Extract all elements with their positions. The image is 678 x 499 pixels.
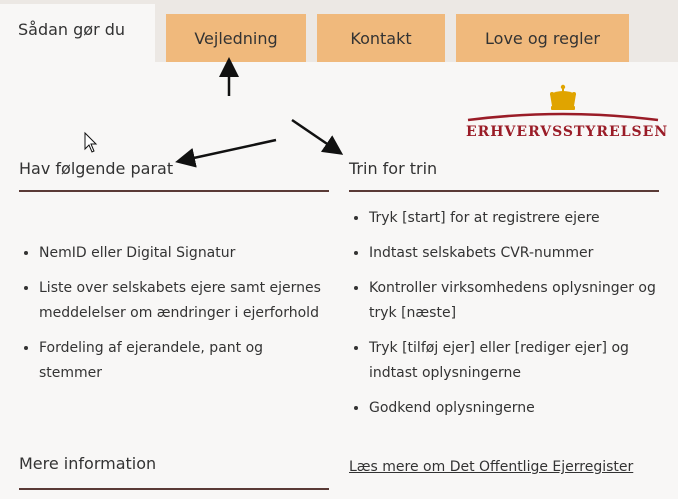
- list-item: • Tryk [start] for at registrere ejere: [369, 206, 659, 231]
- tab-kontakt[interactable]: Kontakt: [317, 14, 445, 62]
- list-item: • Indtast selskabets CVR-nummer: [369, 241, 659, 266]
- list-item: • Tryk [tilføj ejer] eller [rediger ejer] og indtast oplysningerne: [369, 336, 659, 386]
- list-item: • NemID eller Digital Signatur: [39, 241, 329, 266]
- erhvervsstyrelsen-logo: [466, 80, 669, 150]
- tab-sadan-gor-du[interactable]: Sådan gør du: [0, 4, 155, 62]
- list-item: • Kontroller virksomhedens oplysninger og tryk [næste]: [369, 276, 659, 326]
- tab-vejledning[interactable]: Vejledning: [166, 14, 306, 62]
- logo-wordmark: ERHVERVSSTYRELSEN: [466, 124, 669, 140]
- requirements-list: [19, 241, 329, 386]
- crown-icon: [466, 80, 660, 124]
- ejerregister-link[interactable]: Læs mere om Det Offentlige Ejerregister: [349, 459, 634, 475]
- right-column: [349, 148, 659, 431]
- left-heading: Hav følgende parat: [19, 148, 329, 192]
- more-information-heading: Mere information: [19, 446, 329, 490]
- left-column: [19, 148, 329, 396]
- list-item: • Liste over selskabets ejere samt ejernes meddelelser om ændringer i ejerforhold: [39, 276, 329, 326]
- tab-love-og-regler[interactable]: Love og regler: [456, 14, 629, 62]
- list-item: • Godkend oplysningerne: [369, 396, 659, 421]
- right-heading: Trin for trin: [349, 148, 659, 192]
- list-item: • Fordeling af ejerandele, pant og stemmer: [39, 336, 329, 386]
- steps-list: [349, 206, 659, 421]
